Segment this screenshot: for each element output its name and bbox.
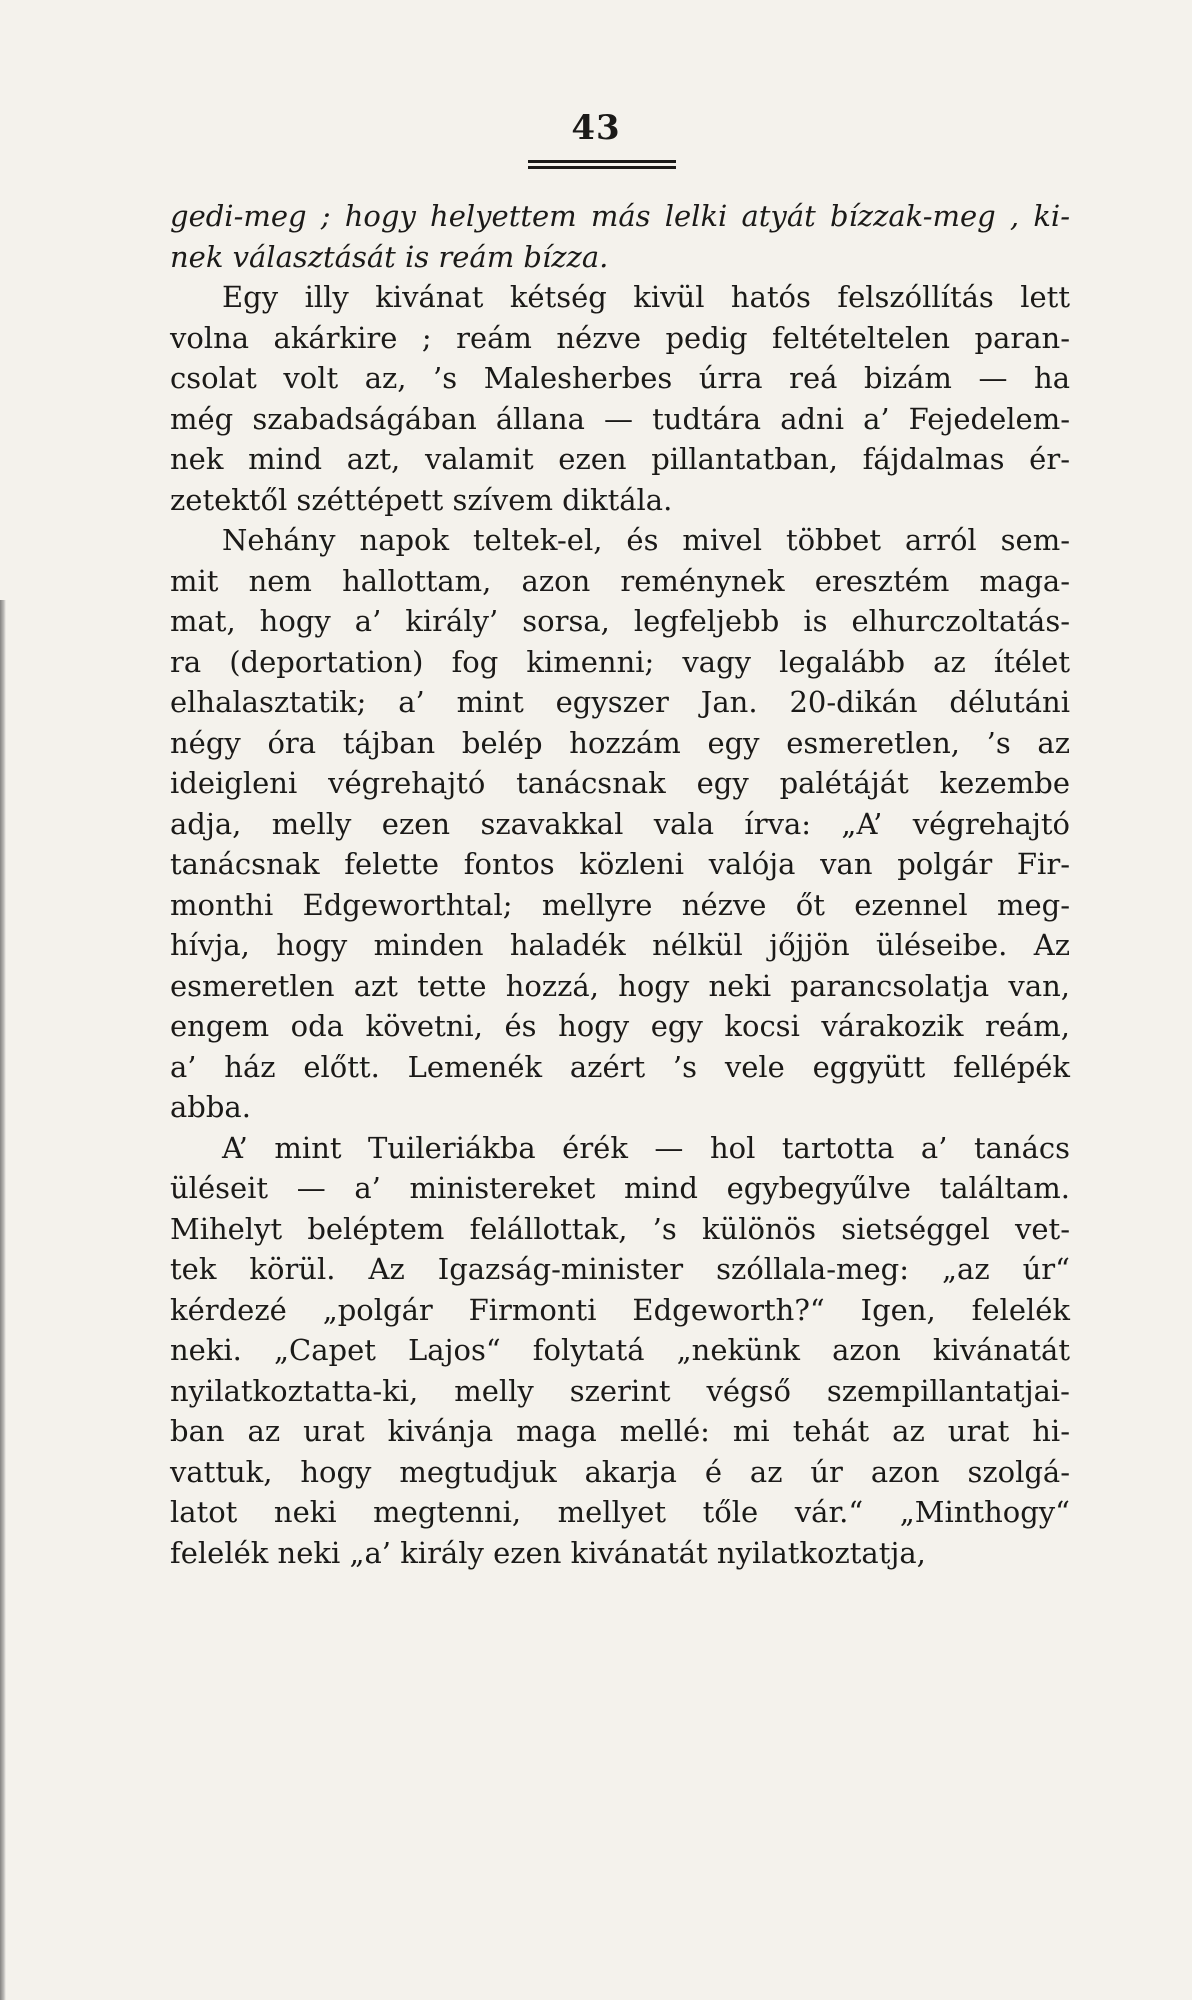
text-line: ra (deportation) fog kimenni; vagy legalább az ítélet: [170, 644, 1070, 679]
text-line: Mihelyt beléptem felállottak, ’s különös sietséggel vet-: [170, 1211, 1070, 1246]
text-line: esmeretlen azt tette hozzá, hogy neki parancsolatja van,: [170, 968, 1070, 1003]
text-line: gedi-meg ; hogy helyettem más lelki atyát bízzak-meg , ki-: [170, 199, 1070, 233]
text-line: még szabadságában állana — tudtára adni a’ Fejedelem-: [170, 401, 1070, 436]
text-line: a’ ház előtt. Lemenék azért ’s vele eggyütt fellépék: [170, 1049, 1070, 1084]
text-line: nek mind azt, valamit ezen pillantatban, fájdalmas ér-: [170, 442, 1070, 476]
text-line: elhalasztatik; a’ mint egyszer Jan. 20-dikán délutáni: [170, 685, 1070, 719]
text-line: latot neki megtenni, mellyet tőle vár.“ „Minthogy“: [170, 1495, 1070, 1529]
text-line: Nehány napok teltek-el, és mivel többet arról sem-: [222, 523, 1070, 557]
text-line: üléseit — a’ ministereket mind egybegyűlve találtam.: [170, 1171, 1070, 1205]
page-edge-shadow: [0, 600, 6, 2000]
text-line: felelék neki „a’ király ezen kivánatát nyilatkoztatja,: [170, 1535, 926, 1570]
text-line: négy óra tájban belép hozzám egy esmeretlen, ’s az: [170, 725, 1070, 760]
text-line: abba.: [170, 1090, 251, 1124]
text-line: csolat volt az, ’s Malesherbes úrra reá bizám — ha: [170, 361, 1070, 395]
text-line: adja, melly ezen szavakkal vala írva: „A’ végrehajtó: [170, 806, 1070, 841]
text-line: nek választását is reám bízza.: [170, 239, 609, 274]
text-line: A’ mint Tuileriákba érék — hol tartotta a’ tanács: [222, 1130, 1070, 1165]
text-line: monthi Edgeworthtal; mellyre nézve őt ezennel meg-: [170, 887, 1070, 922]
text-line: nyilatkoztatta-ki, melly szerint végső szempillantatjai-: [170, 1373, 1070, 1408]
text-line: tanácsnak felette fontos közleni valója van polgár Fir-: [170, 847, 1070, 881]
text-line: volna akárkire ; reám nézve pedig feltételtelen paran-: [170, 320, 1070, 355]
text-line: mat, hogy a’ király’ sorsa, legfeljebb is elhurczoltatás-: [170, 604, 1070, 638]
text-line: neki. „Capet Lajos“ folytatá „nekünk azon kivánatát: [170, 1333, 1070, 1367]
text-line: zetektől széttépett szívem diktála.: [170, 482, 673, 517]
text-line: kérdezé „polgár Firmonti Edgeworth?“ Igen, felelék: [170, 1292, 1070, 1327]
text-line: ideigleni végrehajtó tanácsnak egy palétáját kezembe: [170, 766, 1070, 800]
text-line: ban az urat kivánja maga mellé: mi tehát az urat hi-: [170, 1414, 1070, 1448]
text-line: engem oda követni, és hogy egy kocsi várakozik reám,: [170, 1009, 1070, 1043]
body-text: [170, 196, 1070, 1573]
text-line: tek körül. Az Igazság-minister szóllala-meg: „az úr“: [170, 1252, 1070, 1286]
page-number: 43: [571, 108, 621, 148]
header-rule: [528, 160, 676, 172]
text-line: Egy illy kivánat kétség kivül hatós felszóllítás lett: [222, 280, 1070, 314]
text-line: hívja, hogy minden haladék nélkül jőjjön üléseibe. Az: [170, 928, 1070, 962]
text-line: vattuk, hogy megtudjuk akarja é az úr azon szolgá-: [170, 1454, 1070, 1489]
text-line: mit nem hallottam, azon reménynek eresztém maga-: [170, 563, 1070, 598]
